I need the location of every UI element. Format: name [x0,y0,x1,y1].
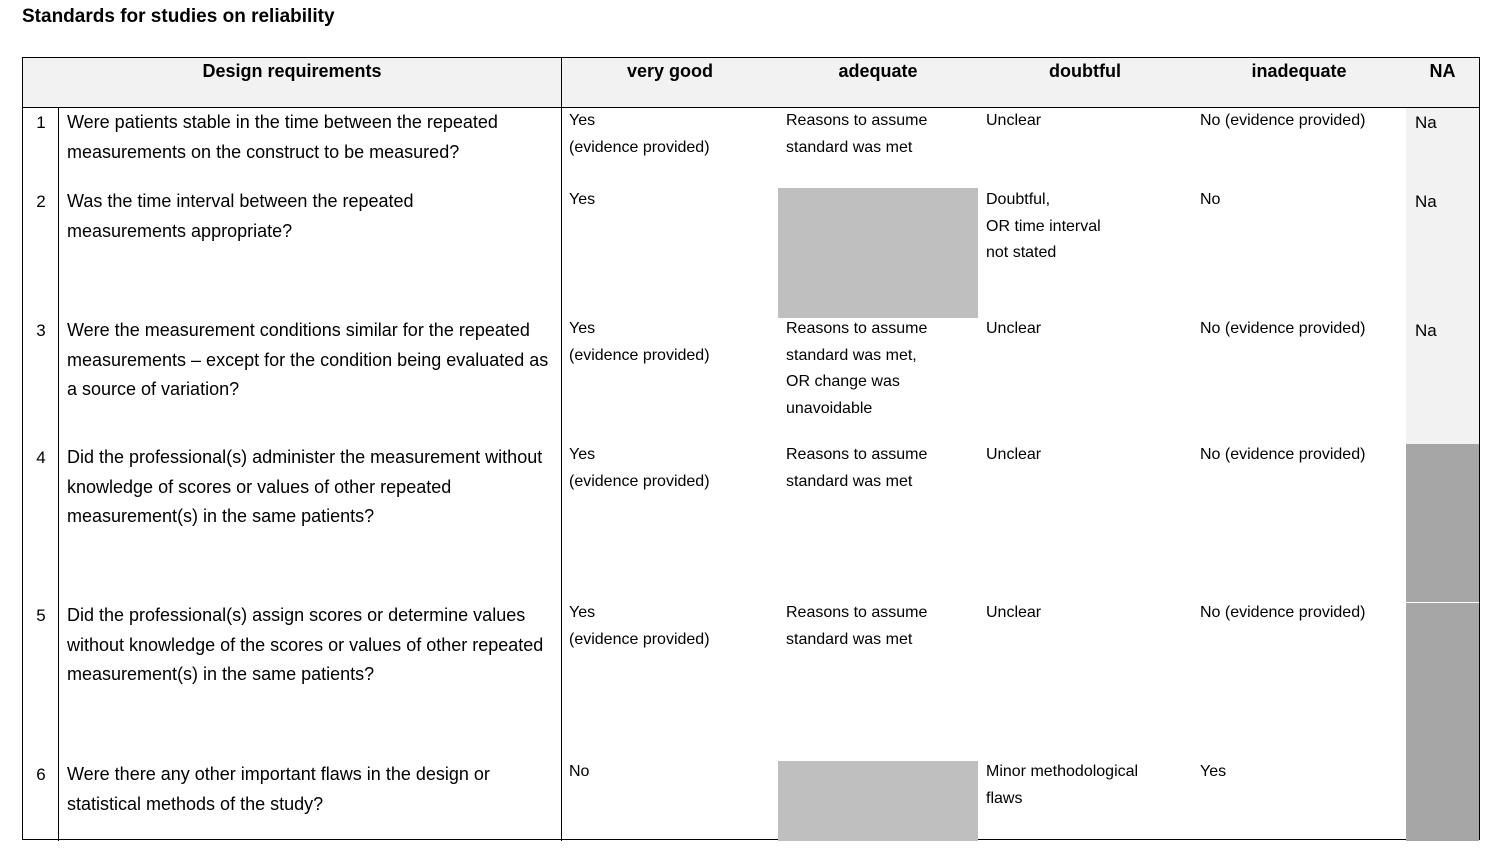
na-column-bg [1406,108,1479,444]
doubtful-text: Unclear [986,446,1042,463]
page-title: Standards for studies on reliability [22,6,335,27]
inadequate-text: No (evidence provided) [1200,446,1366,463]
row-number: 5 [36,606,46,625]
row-number: 3 [36,321,46,340]
adequate-text: Reasons to assume standard was met, OR change was unavoidable [786,320,928,417]
header-inadequate: inadequate [1251,61,1347,81]
very-good-text: Yes (evidence provided) [569,604,710,648]
inadequate-text: No (evidence provided) [1200,320,1366,337]
row-number: 4 [36,448,46,467]
doubtful-text: Doubtful, OR time interval not stated [986,191,1101,261]
divider-design [561,58,562,841]
very-good-text: Yes (evidence provided) [569,446,710,490]
question-text: Did the professional(s) assign scores or determine values without knowledge of the scores or values of other repeated measurement(s) in the same patients? [67,605,544,684]
question-text: Was the time interval between the repeated measurements appropriate? [67,191,414,241]
inadequate-text: Yes [1200,763,1227,780]
table-header [23,58,1479,108]
na-text: Na [1415,113,1437,132]
header-adequate: adequate [838,61,918,81]
question-text: Were there any other important flaws in the design or statistical methods of the study? [67,764,490,814]
doubtful-text: Unclear [986,320,1042,337]
doubtful-text: Unclear [986,112,1042,129]
question-text: Did the professional(s) administer the measurement without knowledge of scores or values of other repeated measurement(s) in the same patients? [67,447,543,526]
shaded-cell-row2-adequate [778,188,978,318]
na-text: Na [1415,321,1437,340]
doubtful-text: Minor methodological flaws [986,763,1139,807]
divider-num [58,108,59,841]
header-doubtful: doubtful [1049,61,1121,81]
row-number: 6 [36,765,46,784]
inadequate-text: No (evidence provided) [1200,604,1366,621]
na-text: Na [1415,192,1437,211]
adequate-text: Reasons to assume standard was met [786,112,928,156]
adequate-text: Reasons to assume standard was met [786,446,928,490]
very-good-text: Yes [569,191,596,208]
shaded-cell-row4-na [1406,444,1479,602]
question-text: Were the measurement conditions similar for the repeated measurements – except for the condition being evaluated as a source of variation? [67,320,549,399]
adequate-text: Reasons to assume standard was met [786,604,928,648]
shaded-cell-row5-na [1406,603,1479,841]
inadequate-text: No (evidence provided) [1200,112,1366,129]
shaded-cell-row6-adequate [778,761,978,841]
question-text: Were patients stable in the time between the repeated measurements on the construct to be measured? [67,112,498,162]
row-number: 1 [36,113,46,132]
very-good-text: No [569,763,590,780]
row-number: 2 [36,192,46,211]
header-na: NA [1429,61,1456,81]
header-design-requirements: Design requirements [202,61,382,81]
very-good-text: Yes (evidence provided) [569,112,710,156]
very-good-text: Yes (evidence provided) [569,320,710,364]
standards-table [22,57,1480,840]
doubtful-text: Unclear [986,604,1042,621]
header-very-good: very good [626,61,714,81]
inadequate-text: No [1200,191,1221,208]
